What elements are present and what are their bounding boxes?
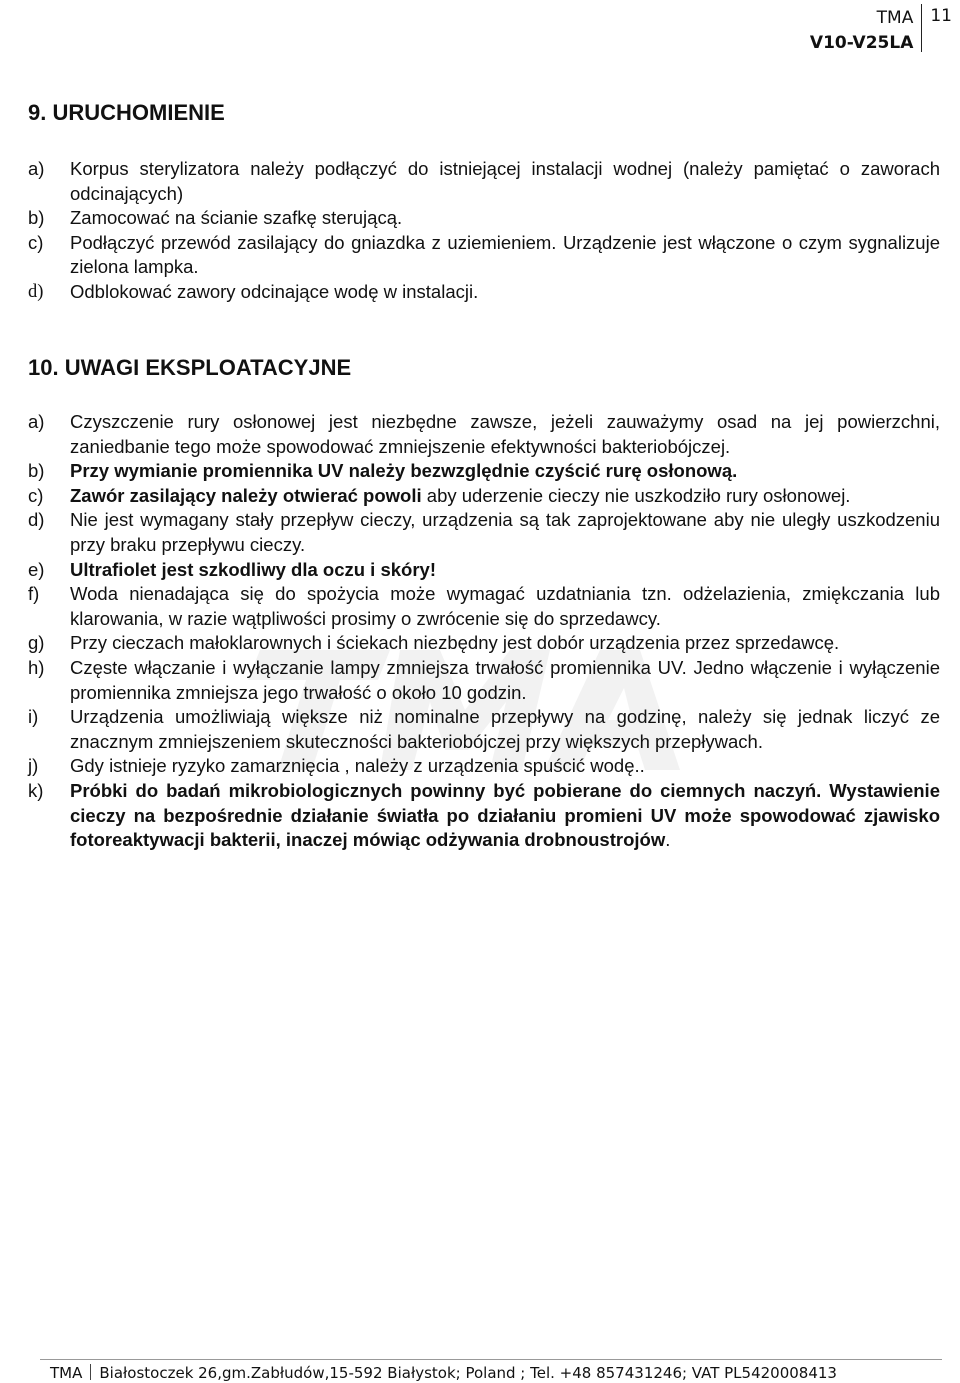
list-item-text: Woda nienadająca się do spożycia może wymagać uzdatniania tzn. odżelazienia, zmiękczania lub klarowania, w razie wątpliwości prosimy o zwrócenie się do sprzedawcy. xyxy=(70,583,940,629)
list-marker: c) xyxy=(28,484,44,506)
list-item-text: Częste włączanie i wyłączanie lampy zmniejsza trwałość promiennika UV. Jedno włączenie i wyłączenie promiennika zmniejsza jego trwałość o około 10 godzin. xyxy=(70,656,940,703)
list-marker: g) xyxy=(28,632,45,654)
section-10-title: 10. UWAGI EKSPLOATACYJNE xyxy=(28,355,352,380)
list-marker: a) xyxy=(28,411,45,432)
list-item-bold-text: Zawór zasilający należy otwierać powoli xyxy=(70,484,422,506)
list-marker: c) xyxy=(28,231,44,253)
list-item xyxy=(28,631,940,656)
list-item-text: Korpus sterylizatora należy podłączyć do istniejącej instalacji wodnej (należy pamiętać o zaworach odcinających) xyxy=(70,158,940,204)
list-item-text: Gdy istnieje ryzyko zamarznięcia , należy z urządzenia spuścić wodę.. xyxy=(70,755,645,777)
list-item-text: Przy cieczach małoklarownych i ściekach niezbędny jest dobór urządzenia przez sprzedawcę. xyxy=(70,632,840,654)
list-item-bold-text: Ultrafiolet jest szkodliwy dla oczu i skóry! xyxy=(70,558,436,580)
list-item xyxy=(28,410,940,459)
section-10-list xyxy=(28,410,940,853)
header-model: V10-V25LA xyxy=(809,33,914,53)
list-item xyxy=(28,754,940,779)
list-marker: h) xyxy=(28,656,45,678)
list-marker: f) xyxy=(28,583,40,605)
list-item-text: aby uderzenie cieczy nie uszkodziło rury osłonowej. xyxy=(421,484,851,506)
header-company: TMA xyxy=(876,8,914,28)
list-item-text: Zamocować na ścianie szafkę sterującą. xyxy=(70,207,403,229)
footer-contact: Białostoczek 26,gm.Zabłudów,15-592 Białystok; Poland ; Tel. +48 857431246; VAT PL5420008413 xyxy=(99,1364,837,1382)
header-titles xyxy=(810,4,921,56)
list-item xyxy=(28,459,940,484)
list-item xyxy=(28,582,940,631)
list-item xyxy=(28,157,940,206)
page-number: 11 xyxy=(930,6,952,26)
list-item xyxy=(28,280,940,305)
list-marker: a) xyxy=(28,158,45,179)
list-marker: i) xyxy=(28,706,39,728)
page-header xyxy=(810,4,952,56)
list-marker: d) xyxy=(28,281,44,302)
list-item-text: . xyxy=(665,829,671,851)
list-item-bold-text: Próbki do badań mikrobiologicznych powinny być pobierane do ciemnych naczyń. Wystawienie cieczy na bezpośrednie działanie światła po działaniu promieni UV może spowodować zjawisko fotoreaktywacji bakterii, inaczej mówiąc odżywania drobnoustrojów xyxy=(70,779,940,851)
list-item xyxy=(28,656,940,705)
list-marker: j) xyxy=(28,755,39,777)
list-item-text: Nie jest wymagany stały przepływ cieczy, urządzenia są tak zaprojektowane aby nie uległy uszkodzeniu przy braku przepływu cieczy. xyxy=(70,509,940,555)
section-9-title: 9. URUCHOMIENIE xyxy=(28,100,225,125)
list-marker: e) xyxy=(28,558,45,580)
list-item-bold-text: Przy wymianie promiennika UV należy bezwzględnie czyścić rurę osłonową. xyxy=(70,460,738,482)
section-9-list xyxy=(28,157,940,305)
list-item xyxy=(28,508,940,557)
list-marker: k) xyxy=(28,779,44,801)
list-item xyxy=(28,206,940,231)
footer-company: TMA xyxy=(50,1364,83,1382)
list-item xyxy=(28,231,940,280)
list-item xyxy=(28,484,940,509)
list-item-text: Czyszczenie rury osłonowej jest niezbędne zawsze, jeżeli zauważymy osad na jej powierzchni, zaniedbanie tego może spowodować zmniejszenie efektywności bakteriobójczej. xyxy=(70,411,940,457)
list-item xyxy=(28,779,940,853)
list-item-text: Urządzenia umożliwiają większe niż nominalne przepływy na godzinę, należy się jednak liczyć ze znacznym zmniejszeniem skuteczności bakteriobójczej przy większych przepływach. xyxy=(70,706,940,752)
list-marker: d) xyxy=(28,509,45,531)
list-item xyxy=(28,705,940,754)
footer-divider xyxy=(90,1364,91,1380)
footer-rule xyxy=(40,1359,942,1360)
list-item xyxy=(28,558,940,583)
list-marker: b) xyxy=(28,460,45,482)
list-item-text: Odblokować zawory odcinające wodę w instalacji. xyxy=(70,280,479,302)
page-footer xyxy=(50,1363,837,1383)
list-item-text: Podłączyć przewód zasilający do gniazdka z uziemieniem. Urządzenie jest włączone o czym sygnalizuje zielona lampka. xyxy=(70,231,940,278)
list-marker: b) xyxy=(28,207,45,229)
